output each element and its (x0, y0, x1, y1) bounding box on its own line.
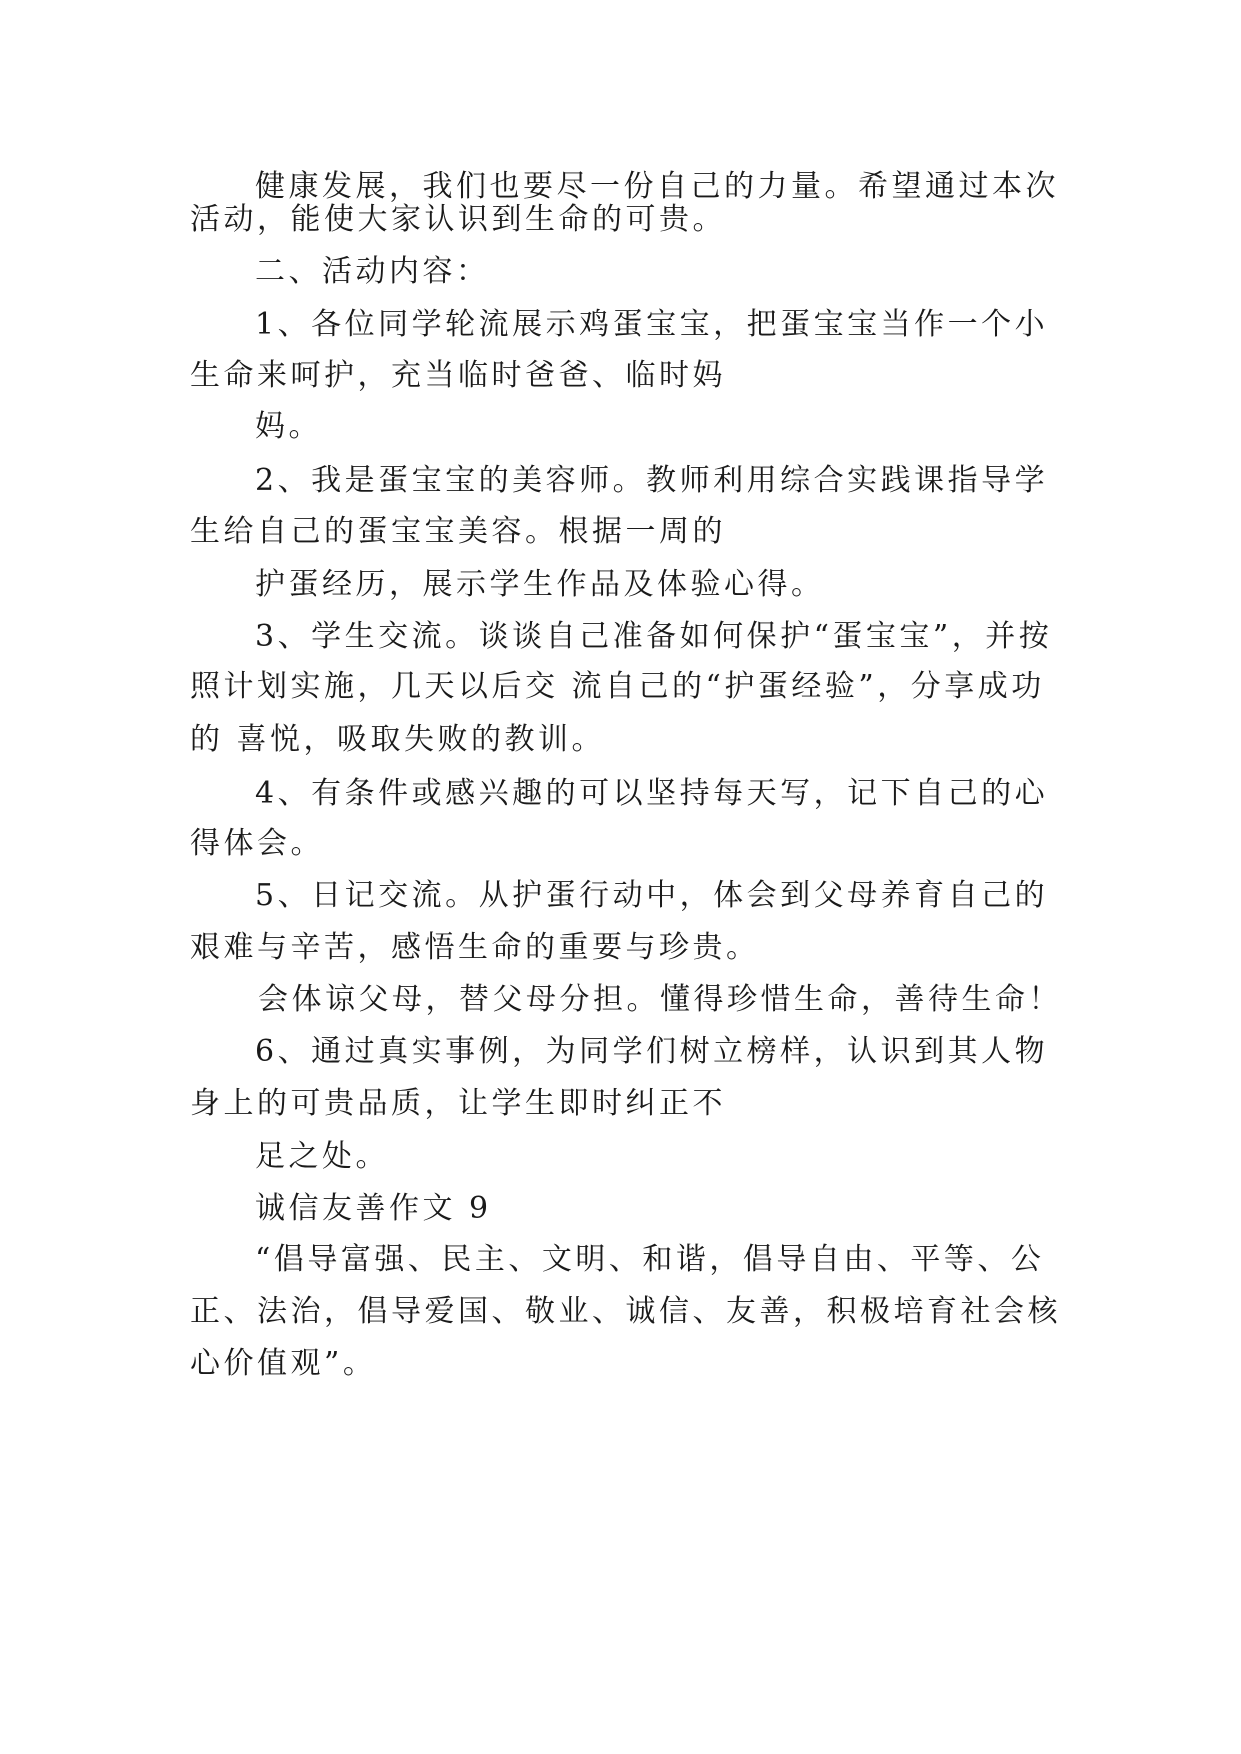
text-line: 3、学生交流。谈谈自己准备如何保护“蛋宝宝”，并按 (255, 619, 1053, 654)
text-line: 4、有条件或感兴趣的可以坚持每天写，记下自己的心 (255, 776, 1049, 811)
text-line: 5、日记交流。从护蛋行动中，体会到父母养育自己的 (255, 878, 1049, 913)
text-line: 得体会。 (190, 826, 324, 861)
text-line: 的 喜悦，吸取失败的教训。 (190, 722, 606, 757)
text-line: 照计划实施，几天以后交 流自己的“护蛋经验”，分享成功 (190, 669, 1045, 704)
text-line: 2、我是蛋宝宝的美容师。教师利用综合实践课指导学 (255, 463, 1049, 498)
text-line: 身上的可贵品质，让学生即时纠正不 (190, 1086, 726, 1121)
text-line: 二、活动内容： (255, 254, 490, 289)
text-line: 护蛋经历，展示学生作品及体验心得。 (255, 567, 825, 602)
text-line: 心价值观”。 (190, 1346, 377, 1381)
text-line: 健康发展，我们也要尽一份自己的力量。希望通过本次 (255, 169, 1059, 204)
text-line: 足之处。 (255, 1139, 389, 1174)
text-line: 会体谅父母，替父母分担。懂得珍惜生命，善待生命！ (258, 982, 1062, 1017)
text-line: 活动，能使大家认识到生命的可贵。 (190, 202, 726, 237)
text-line: 1、各位同学轮流展示鸡蛋宝宝，把蛋宝宝当作一个小 (255, 307, 1049, 342)
text-line: 6、通过真实事例，为同学们树立榜样，认识到其人物 (255, 1034, 1049, 1069)
text-line: 妈。 (255, 409, 322, 444)
text-line: “倡导富强、民主、文明、和谐，倡导自由、平等、公 (255, 1242, 1045, 1277)
text-line: 生给自己的蛋宝宝美容。根据一周的 (190, 514, 726, 549)
text-line: 艰难与辛苦，感悟生命的重要与珍贵。 (190, 930, 760, 965)
text-line: 生命来呵护，充当临时爸爸、临时妈 (190, 358, 726, 393)
text-line: 正、法治，倡导爱国、敬业、诚信、友善，积极培育社会核 (190, 1294, 1061, 1329)
section-heading: 诚信友善作文 9 (255, 1191, 492, 1226)
